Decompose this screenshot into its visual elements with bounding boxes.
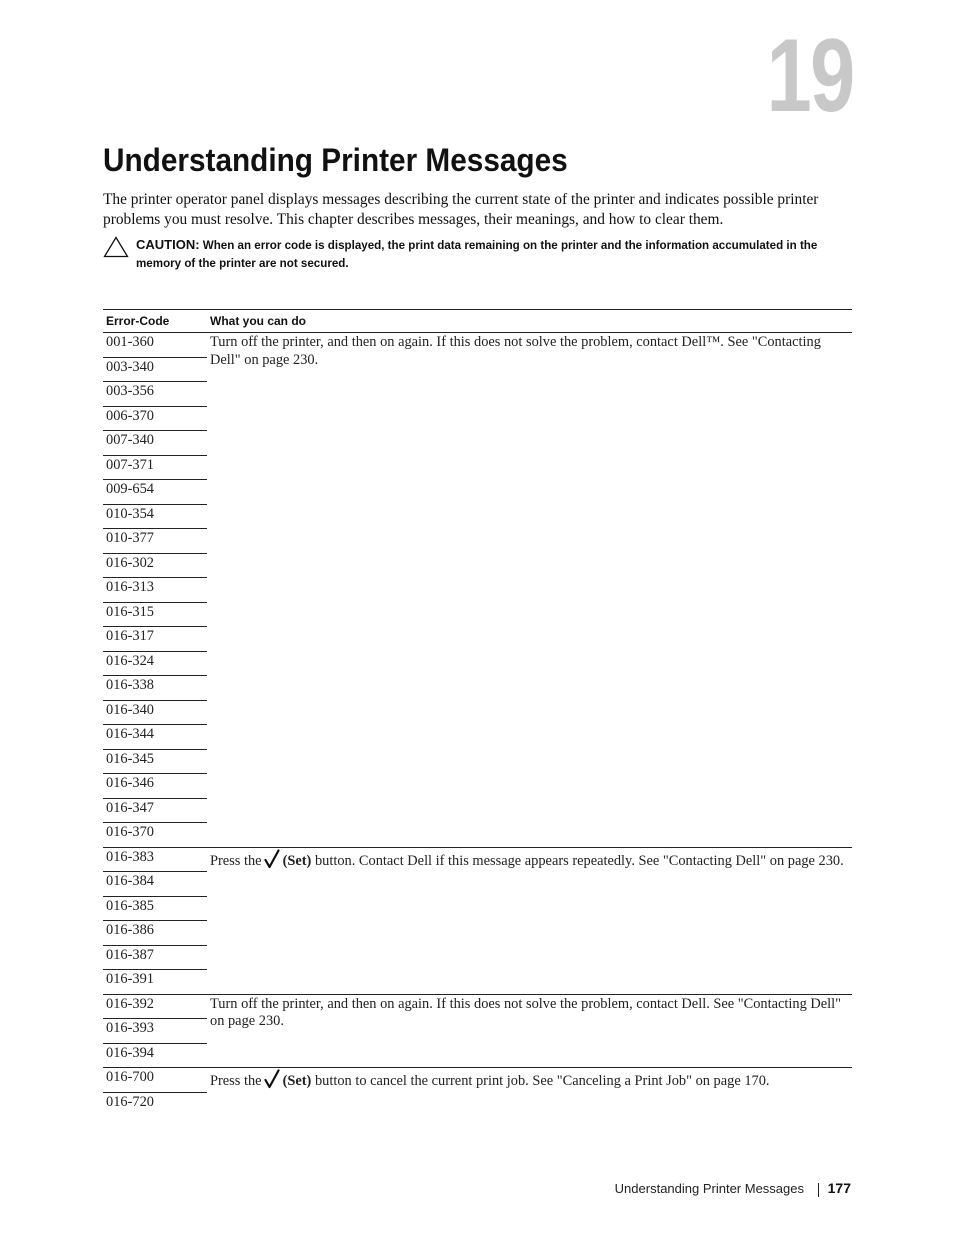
caution-note [103,236,855,273]
error-code-cell: 016-315 [103,602,207,627]
action-text-after: button. Contact Dell if this message appears repeatedly. See "Contacting Dell" on page 230. [314,852,844,869]
chapter-number: 19 [766,18,854,134]
error-code-cell: 009-654 [103,480,207,505]
error-code-cell: 016-392 [103,994,207,1019]
error-code-cell: 007-340 [103,431,207,456]
action-cell [207,1068,852,1117]
error-code-cell: 016-386 [103,921,207,946]
error-code-cell: 016-317 [103,627,207,652]
error-code-cell: 010-354 [103,504,207,529]
error-code-cell: 016-338 [103,676,207,701]
table-body [103,333,852,1117]
table-row [103,994,852,1019]
table-header-row [103,310,852,333]
caution-body: When an error code is displayed, the print data remaining on the printer and the information accumulated in the memory of the printer are not secured. [136,239,818,270]
action-cell: Turn off the printer, and then on again. If this does not solve the problem, contact Dell. See "Contacting Dell" on page 230. [207,994,852,1068]
action-text-before: Press the [210,1073,262,1089]
table-row [103,333,852,358]
error-code-cell: 016-700 [103,1068,207,1093]
error-code-cell: 016-345 [103,749,207,774]
footer-divider [818,1183,819,1197]
action-text-after: button to cancel the current print job. See "Canceling a Print Job" on page 170. [314,1073,770,1089]
set-button-label: (Set) [282,1073,312,1089]
intro-paragraph: The printer operator panel displays messages describing the current state of the printer and indicates possible printer problems you must resolve. This chapter describes messages, their meanings, and how to clear them. [103,191,819,228]
error-code-cell: 016-344 [103,725,207,750]
caution-triangle-icon [103,236,129,258]
error-code-cell: 016-393 [103,1019,207,1044]
table-row [103,1068,852,1093]
error-code-cell: 006-370 [103,406,207,431]
error-code-cell: 016-383 [103,847,207,872]
error-code-cell: 016-370 [103,823,207,848]
header-error-code: Error-Code [103,310,207,333]
error-code-cell: 001-360 [103,333,207,358]
header-what-you-can-do: What you can do [207,310,852,333]
error-code-cell: 016-385 [103,896,207,921]
page-number: 177 [827,1180,851,1196]
error-code-cell: 007-371 [103,455,207,480]
caution-text [103,236,855,273]
error-code-cell: 016-347 [103,798,207,823]
page-title: Understanding Printer Messages [103,142,568,178]
error-code-cell: 016-313 [103,578,207,603]
error-code-cell: 003-340 [103,357,207,382]
checkmark-icon [264,1069,280,1095]
error-code-cell: 016-720 [106,1093,154,1110]
error-code-cell: 003-356 [103,382,207,407]
set-button-label: (Set) [282,852,312,869]
error-code-cell: 016-387 [103,945,207,970]
footer-chapter-title: Understanding Printer Messages [614,1181,804,1196]
error-code-cell: 016-324 [103,651,207,676]
error-code-cell: 010-377 [103,529,207,554]
error-code-cell: 016-340 [103,700,207,725]
error-code-cell: 016-394 [103,1043,207,1068]
table-row [103,847,852,872]
checkmark-icon [264,849,280,875]
action-cell: Turn off the printer, and then on again. If this does not solve the problem, contact Dell™. See "Contacting Dell" on page 230. [207,333,852,848]
caution-label: CAUTION: [136,237,200,252]
error-code-cell: 016-302 [103,553,207,578]
action-cell [207,847,852,994]
error-code-cell: 016-391 [103,970,207,995]
error-code-cell: 016-346 [103,774,207,799]
error-code-table [103,309,852,1116]
error-code-cell: 016-384 [103,872,207,897]
action-text-before: Press the [210,852,262,869]
